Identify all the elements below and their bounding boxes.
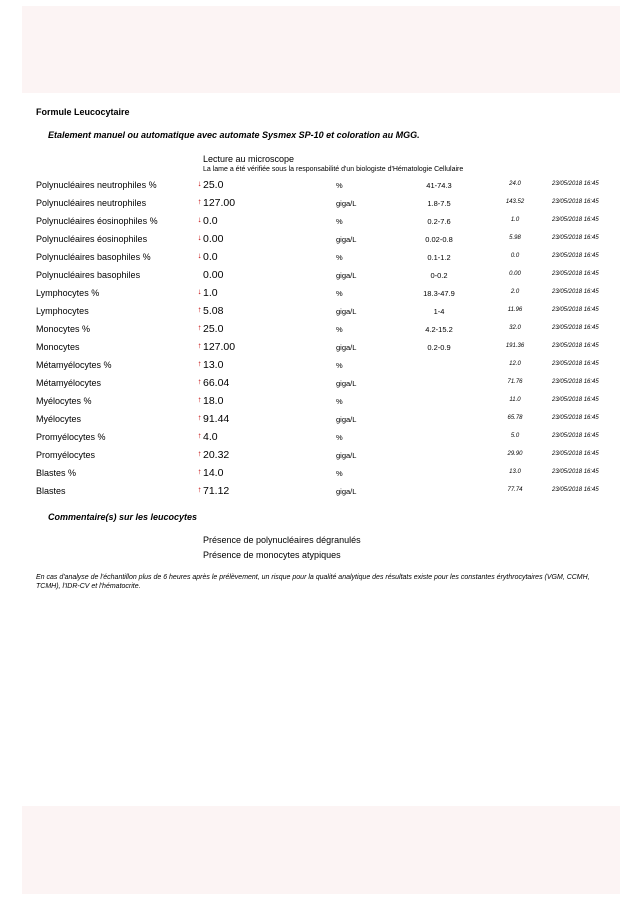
result-name: Blastes % [36, 468, 77, 478]
result-value: 66.04 [203, 377, 230, 389]
result-name: Myélocytes [36, 414, 82, 424]
previous-value: 71.76 [507, 379, 523, 385]
previous-date: 23/05/2018 16:45 [552, 235, 599, 241]
microscope-title: Lecture au microscope [203, 154, 295, 164]
previous-value: 2.0 [510, 289, 520, 295]
result-name: Polynucléaires éosinophiles [36, 234, 148, 244]
section-title: Formule Leucocytaire [36, 107, 130, 117]
result-value: 0.00 [203, 233, 224, 245]
previous-date: 23/05/2018 16:45 [552, 469, 599, 475]
result-unit: % [336, 325, 343, 334]
result-value: 1.0 [203, 287, 218, 299]
result-row [0, 410, 640, 428]
result-row [0, 212, 640, 230]
result-name: Lymphocytes [36, 306, 89, 316]
previous-value: 1.0 [510, 217, 520, 223]
result-row [0, 374, 640, 392]
flag-arrow-icon: ↓ [197, 179, 202, 188]
previous-date: 23/05/2018 16:45 [552, 397, 599, 403]
header-band [22, 6, 620, 93]
result-name: Monocytes [36, 342, 80, 352]
result-unit: giga/L [336, 487, 357, 496]
results-table [0, 176, 640, 500]
previous-date: 23/05/2018 16:45 [552, 199, 599, 205]
result-value: 0.00 [203, 269, 224, 281]
flag-arrow-icon: ↓ [197, 287, 202, 296]
result-row [0, 230, 640, 248]
previous-date: 23/05/2018 16:45 [552, 433, 599, 439]
result-unit: giga/L [336, 343, 357, 352]
previous-value: 5.98 [509, 235, 521, 241]
previous-value: 0.0 [510, 253, 520, 259]
flag-arrow-icon: ↑ [197, 485, 202, 494]
result-row [0, 428, 640, 446]
result-unit: giga/L [336, 307, 357, 316]
result-unit: giga/L [336, 271, 357, 280]
previous-date: 23/05/2018 16:45 [552, 271, 599, 277]
flag-arrow-icon: ↑ [197, 431, 202, 440]
result-name: Polynucléaires neutrophiles [36, 198, 147, 208]
previous-value: 13.0 [509, 469, 521, 475]
result-unit: giga/L [336, 235, 357, 244]
reference-range: 1-4 [433, 307, 445, 316]
flag-arrow-icon: ↑ [197, 449, 202, 458]
reference-range: 0.2-0.9 [427, 343, 451, 352]
result-name: Polynucléaires basophiles [36, 270, 141, 280]
result-name: Polynucléaires éosinophiles % [36, 216, 158, 226]
previous-value: 11.0 [509, 397, 521, 403]
previous-value: 77.74 [507, 487, 523, 493]
result-name: Métamyélocytes % [36, 360, 112, 370]
flag-arrow-icon: ↑ [197, 197, 202, 206]
result-value: 25.0 [203, 179, 224, 191]
result-row [0, 446, 640, 464]
result-row [0, 482, 640, 500]
microscope-note: La lame a été vérifiée sous la responsabilité d'un biologiste d'Hématologie Cellulaire [203, 166, 464, 173]
reference-range: 4.2-15.2 [425, 325, 453, 334]
result-row [0, 194, 640, 212]
reference-range: 1.8-7.5 [427, 199, 451, 208]
result-value: 91.44 [203, 413, 230, 425]
result-row [0, 392, 640, 410]
comment-line: Présence de monocytes atypiques [203, 550, 341, 560]
reference-range: 0.02-0.8 [425, 235, 453, 244]
result-value: 71.12 [203, 485, 230, 497]
result-unit: % [336, 433, 343, 442]
result-row [0, 320, 640, 338]
flag-arrow-icon: ↑ [197, 467, 202, 476]
result-value: 127.00 [203, 341, 236, 353]
previous-value: 12.0 [509, 361, 521, 367]
result-unit: giga/L [336, 415, 357, 424]
previous-date: 23/05/2018 16:45 [552, 451, 599, 457]
result-name: Promyélocytes % [36, 432, 106, 442]
previous-value: 65.78 [507, 415, 523, 421]
previous-date: 23/05/2018 16:45 [552, 181, 599, 187]
result-name: Promyélocytes [36, 450, 96, 460]
previous-date: 23/05/2018 16:45 [552, 361, 599, 367]
result-row [0, 302, 640, 320]
footnote: En cas d'analyse de l'échantillon plus de 6 heures après le prélèvement, un risque pour la qualité analytique des résultats existe pour les constantes érythrocytaires (VGM, CCMH, TCMH), l'IDR-CV et l'hématocrite. [36, 574, 590, 590]
result-value: 20.32 [203, 449, 230, 461]
previous-value: 5.0 [510, 433, 520, 439]
result-unit: giga/L [336, 451, 357, 460]
flag-arrow-icon: ↓ [197, 251, 202, 260]
reference-range: 0.2-7.6 [427, 217, 451, 226]
result-unit: % [336, 217, 343, 226]
previous-value: 24.0 [509, 181, 521, 187]
result-name: Métamyélocytes [36, 378, 102, 388]
previous-value: 143.52 [505, 199, 525, 205]
previous-date: 23/05/2018 16:45 [552, 343, 599, 349]
result-unit: % [336, 469, 343, 478]
comment-line: Présence de polynucléaires dégranulés [203, 535, 361, 545]
footer-band [22, 806, 620, 894]
flag-arrow-icon: ↑ [197, 395, 202, 404]
result-name: Monocytes % [36, 324, 91, 334]
result-value: 0.0 [203, 215, 218, 227]
result-value: 127.00 [203, 197, 236, 209]
flag-arrow-icon: ↓ [197, 215, 202, 224]
previous-date: 23/05/2018 16:45 [552, 415, 599, 421]
result-unit: % [336, 181, 343, 190]
flag-arrow-icon: ↑ [197, 377, 202, 386]
flag-arrow-icon: ↑ [197, 413, 202, 422]
result-row [0, 284, 640, 302]
previous-date: 23/05/2018 16:45 [552, 307, 599, 313]
result-unit: % [336, 397, 343, 406]
flag-arrow-icon: ↑ [197, 305, 202, 314]
result-row [0, 266, 640, 284]
method-description: Etalement manuel ou automatique avec automate Sysmex SP-10 et coloration au MGG. [48, 130, 420, 140]
result-unit: % [336, 289, 343, 298]
previous-value: 29.90 [507, 451, 523, 457]
flag-arrow-icon: ↑ [197, 323, 202, 332]
result-row [0, 248, 640, 266]
result-value: 5.08 [203, 305, 224, 317]
flag-arrow-icon: ↑ [197, 341, 202, 350]
result-name: Polynucléaires basophiles % [36, 252, 151, 262]
previous-date: 23/05/2018 16:45 [552, 253, 599, 259]
previous-date: 23/05/2018 16:45 [552, 325, 599, 331]
result-value: 0.0 [203, 251, 218, 263]
previous-value: 0.00 [509, 271, 521, 277]
result-value: 13.0 [203, 359, 224, 371]
result-value: 14.0 [203, 467, 224, 479]
result-value: 18.0 [203, 395, 224, 407]
previous-value: 11.96 [507, 307, 523, 313]
reference-range: 41-74.3 [426, 181, 452, 190]
flag-arrow-icon: ↓ [197, 233, 202, 242]
flag-arrow-icon: ↑ [197, 359, 202, 368]
result-name: Blastes [36, 486, 66, 496]
previous-date: 23/05/2018 16:45 [552, 217, 599, 223]
reference-range: 18.3-47.9 [423, 289, 455, 298]
result-row [0, 464, 640, 482]
result-row [0, 176, 640, 194]
result-unit: giga/L [336, 199, 357, 208]
result-value: 4.0 [203, 431, 218, 443]
result-name: Lymphocytes % [36, 288, 100, 298]
reference-range: 0-0.2 [430, 271, 448, 280]
result-name: Myélocytes % [36, 396, 92, 406]
result-unit: % [336, 361, 343, 370]
result-name: Polynucléaires neutrophiles % [36, 180, 157, 190]
result-unit: % [336, 253, 343, 262]
reference-range: 0.1-1.2 [427, 253, 451, 262]
result-row [0, 338, 640, 356]
result-row [0, 356, 640, 374]
previous-value: 191.36 [505, 343, 525, 349]
result-unit: giga/L [336, 379, 357, 388]
comments-title: Commentaire(s) sur les leucocytes [48, 512, 198, 522]
previous-date: 23/05/2018 16:45 [552, 487, 599, 493]
previous-date: 23/05/2018 16:45 [552, 379, 599, 385]
result-value: 25.0 [203, 323, 224, 335]
previous-value: 32.0 [509, 325, 521, 331]
previous-date: 23/05/2018 16:45 [552, 289, 599, 295]
